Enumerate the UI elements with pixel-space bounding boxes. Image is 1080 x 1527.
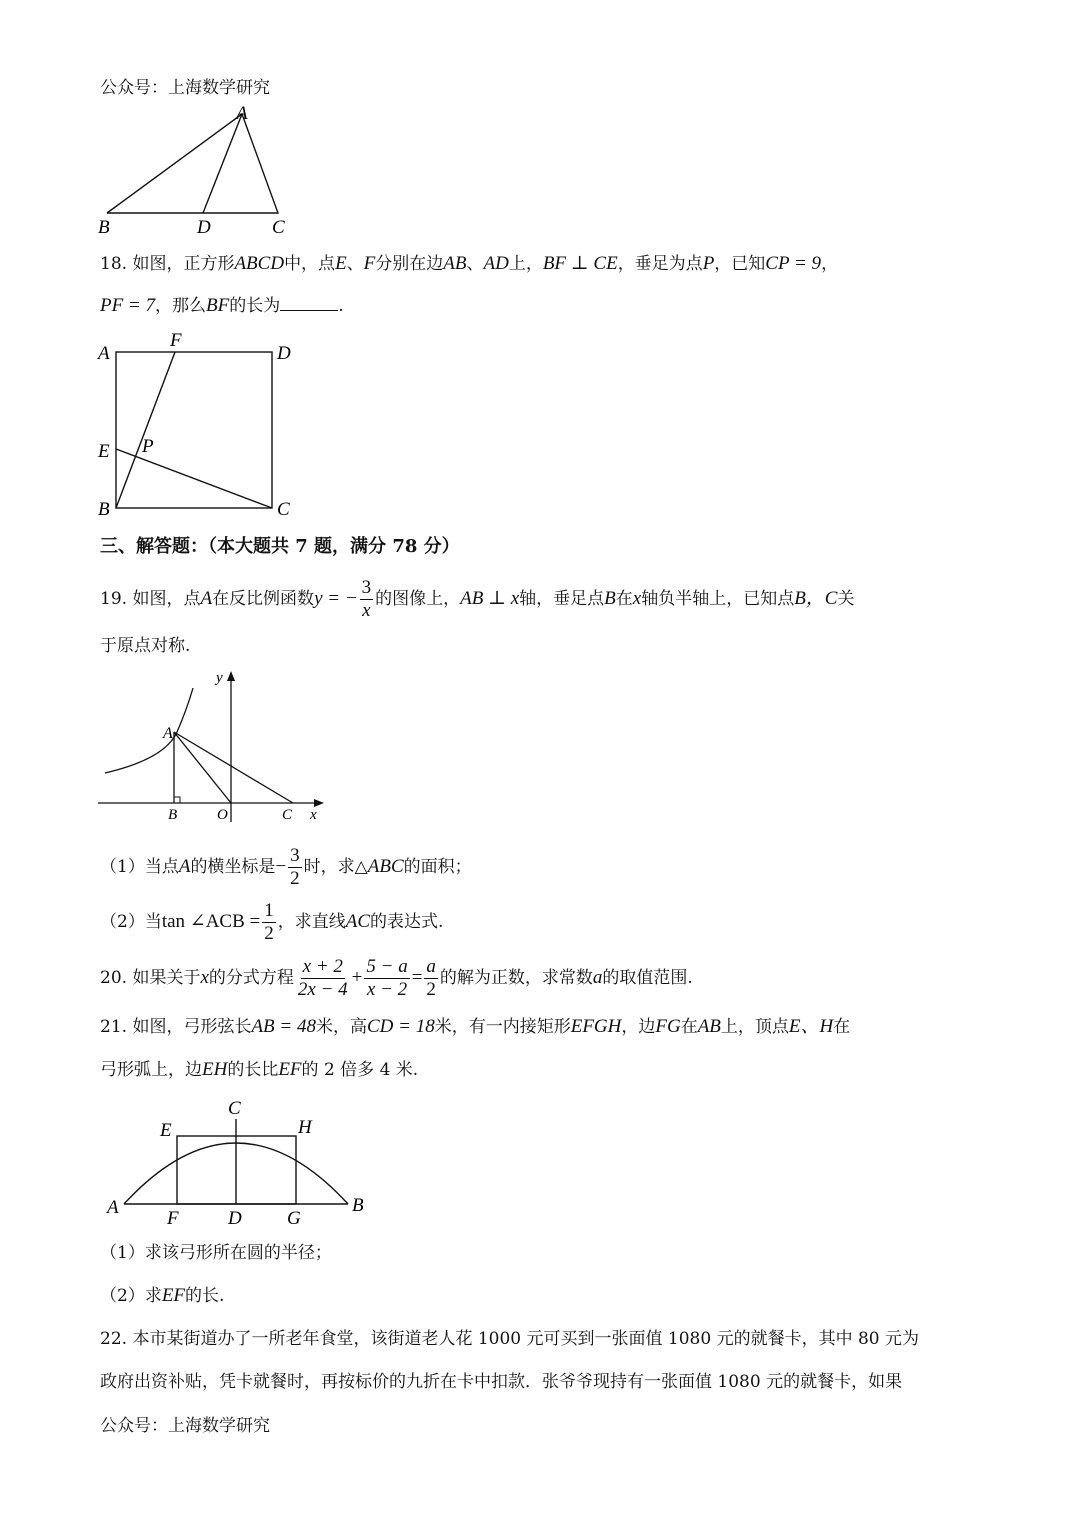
q22-line1: 22. 本市某街道办了一所老年食堂，该街道老人花 1000 元可买到一张面值 1080 元的就餐卡，其中 80 元为: [100, 1329, 920, 1349]
segment-figure-q21: [95, 1095, 385, 1235]
fig18-label-B: B: [98, 499, 110, 520]
fig17-label-D: D: [197, 217, 211, 238]
fig19-label-O: O: [217, 807, 228, 823]
q21-line1: 21. 如图，弓形弦长AB = 48米，高CD = 18米，有一内接矩形EFGH，边FG在AB上，顶点E、H在: [100, 1016, 851, 1037]
fig17-label-C: C: [272, 217, 285, 238]
q20-fraction-2: $\frac{5 - a}{x - 2}$: [366, 956, 408, 1000]
q19-p1-fraction: $\frac{3}{2}$: [290, 845, 300, 889]
fig18-label-P: P: [142, 436, 154, 457]
fig18-label-F: F: [170, 330, 182, 351]
q21-line2: 弓形弧上，边EH的长比EF的 2 倍多 4 米.: [100, 1059, 419, 1080]
fig18-label-E: E: [98, 441, 110, 462]
fig19-label-B: B: [168, 807, 178, 823]
q19-p2-fraction: $\frac{1}{2}$: [264, 900, 274, 944]
fig17-label-B: B: [98, 217, 110, 238]
fig18-label-C: C: [277, 499, 290, 520]
fig21-label-A: A: [107, 1197, 119, 1218]
header-source: 公众号：上海数学研究: [100, 78, 270, 98]
triangle-figure-q17: [95, 100, 315, 240]
q19-line1: 19. 如图，点A在反比例函数y = − $\frac{3}{x}$ 的图像上，AB ⊥ x轴，垂足点B在x轴负半轴上，已知点B，C关: [100, 577, 855, 621]
fig18-label-A: A: [98, 343, 110, 364]
fig17-label-A: A: [236, 103, 248, 124]
q19-part2: （2）当tan ∠ACB = $\frac{1}{2}$ ，求直线AC的表达式.: [100, 900, 444, 944]
fig21-label-H: H: [298, 1117, 312, 1138]
footer-source: 公众号：上海数学研究: [100, 1416, 270, 1436]
q18-line2: PF = 7，那么BF的长为 .: [100, 295, 344, 316]
q21-part1: （1）求该弓形所在圆的半径；: [100, 1243, 332, 1263]
section-title: 三、解答题：（本大题共 7 题，满分 78 分）: [100, 536, 460, 557]
q19-fraction: $\frac{3}{x}$: [361, 577, 372, 621]
q20-line: 20. 如果关于x的分式方程 $\frac{x + 2}{2x - 4}$ + $\frac{5 - a}{x - 2}$ = $\frac{a}{2}$ 的解为正数，求常数a的取值范围.: [100, 956, 693, 1000]
fig21-label-F: F: [167, 1208, 179, 1229]
answer-blank: [280, 294, 338, 311]
fig21-label-G: G: [287, 1208, 301, 1229]
q22-line2: 政府出资补贴，凭卡就餐时，再按标价的九折在卡中扣款．张爷爷现持有一张面值 1080 元的就餐卡，如果: [100, 1372, 903, 1392]
q19-line2: 于原点对称.: [100, 636, 191, 656]
fig21-label-E: E: [160, 1120, 172, 1141]
fig21-label-B: B: [352, 1195, 364, 1216]
fig21-label-C: C: [228, 1098, 241, 1119]
fig19-label-A: A: [163, 725, 173, 742]
fig21-label-D: D: [228, 1208, 242, 1229]
q20-fraction-3: $\frac{a}{2}$: [426, 956, 436, 1000]
q21-part2: （2）求EF的长.: [100, 1285, 225, 1306]
square-figure-q18: [95, 328, 315, 528]
fig19-label-y: y: [216, 670, 223, 686]
fig19-label-C: C: [282, 807, 293, 823]
fig18-label-D: D: [277, 343, 291, 364]
q20-fraction-1: $\frac{x + 2}{2x - 4}$: [297, 956, 348, 1000]
graph-figure-q19: [95, 664, 335, 834]
q19-part1: （1）当点A的横坐标是− $\frac{3}{2}$ 时，求△ABC的面积；: [100, 845, 472, 889]
fig19-label-x: x: [310, 807, 317, 823]
q18-line1: 18. 如图，正方形ABCD中，点E、F分别在边AB、AD上，BF ⊥ CE，垂足为点P，已知CP = 9，: [100, 253, 839, 274]
